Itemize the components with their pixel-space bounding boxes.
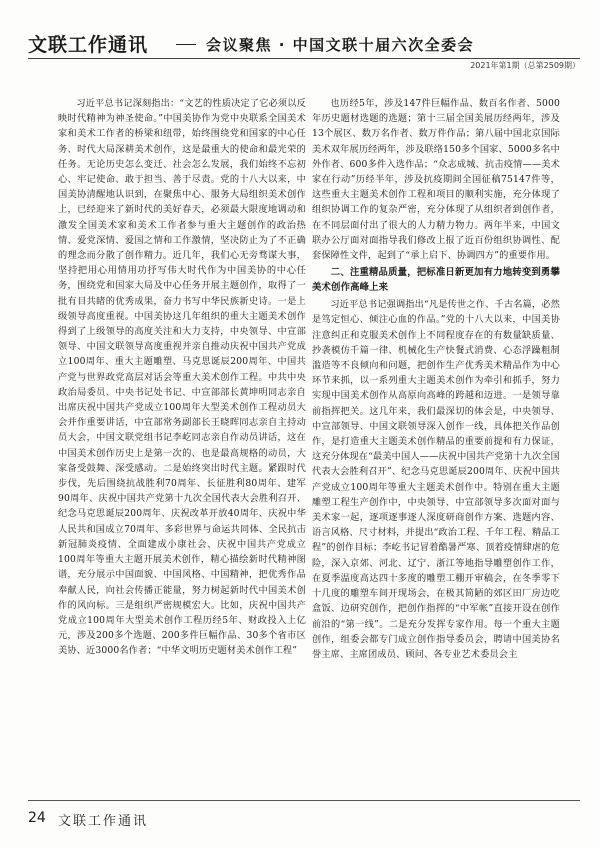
body-paragraph: 习近平总书记深刻指出：“文艺的性质决定了它必须以反映时代精神为神圣使命。”中国美协作为党中央联系全国美术家和美术工作者的桥梁和纽带，始终围绕党和国家的中心任务、时代大局深耕美术创作，这是最重大的使命和最光荣的任务。无论历史怎么变迁、社会怎么发展，我们始终不忘初心、牢记使命、敢于担当、善于尽责。党的十八大以来，中国美协清醒地认识到，在聚焦中心、服务大局组织美术创作上，已经迎来了新时代的美好春天，必须最大限度地调动和激发全国美术家和美术工作者参与重大主题创作的政治热情、爱党深情、爱国之情和工作激情，坚决防止为了不正确的理念而分散了创作精力。近几年，我们心无旁骛谋大事，坚持把用心用情用功抒写伟大时代作为中国美协的中心任务，围绕党和国家大局及中心任务开展主题创作，取得了一批有目共睹的优秀成果，奋力书写中华民族新史诗。一是上级领导高度重视。中国美协这几年组织的重大主题美术创作得到了上级领导的高度关注和大力支持，中央领导、中宣部领导、中国文联领导高度重视并亲自推动庆祝中国共产党成立100周年、重大主题雕塑、马克思诞辰200周年、中国共产党与世界政党高层对话会等重大美术创作工程。中共中央政治局委员、中央书记处书记、中宣部部长黄坤明同志亲自出席庆祝中国共产党成立100周年大型美术创作工程动员大会并作重要讲话，中宣部常务副部长王晓晖同志亲自主持动员大会，中国文联党组书记李屹同志亲自作动员讲话，这在中国美术创作历史上是第一次的、也是最高规格的动员，大家备受鼓舞、深受感动。二是始终突出时代主题。紧跟时代步伐，先后围绕抗战胜利70周年、长征胜利80周年、建军90周年、庆祝中国共产党第十九次全国代表大会胜利召开、纪念马克思诞辰200周年、庆祝改革开放40周年、庆祝中华人民共和国成立70周年、多彩世界与命运共同体、全民抗击新冠肺炎疫情、全面建成小康社会、庆祝中国共产党成立100周年等重大主题开展美术创作，精心描绘新时代精神图谱，充分展示中国面貌、中国风格、中国精神，把优秀作品奉献人民，向社会传播正能量，努力树起新时代中国美术创作的风向标。三是组织严密规模宏大。比如，庆祝中国共产党成立100周年大型美术创作工程历经5年、财政投入上亿元，涉及200多个选题、200多件巨幅作品、30多个省市区美协、近3000名作者；“中华文明历史题材美术创作工程” — [58, 98, 306, 657]
section-title: 会议聚焦 · 中国文联十届六次全委会 — [206, 36, 475, 54]
header-divider — [28, 58, 580, 59]
body-paragraph: 习近平总书记强调指出“凡是传世之作、千古名篇，必然是笃定恒心、倾注心血的作品。”党的十八大以来，中国美协注意纠正和克服美术创作上不同程度存在的有数量缺质量、抄袭模仿千篇一律、机械化生产快餐式消费、心态浮躁粗制滥造等不良倾向和问题，把创作生产优秀美术精品作为中心环节来抓，以一系列重大主题美术创作为牵引和抓手，努力实现中国美术创作从高原向高峰的跨越和迈进。一是领导靠前指挥把关。这几年来，我们最深切的体会是，中央领导、中宣部领导、中国文联领导深入创作一线，具体把关作品创作，是打造重大主题美术创作精品的重要前提和有力保证，这充分体现在“最美中国人——庆祝中国共产党第十九次全国代表大会胜利召开”、纪念马克思诞辰200周年、庆祝中国共产党成立100周年等重大主题美术创作中。特别在重大主题雕塑工程生产创作中，中央领导、中宣部领导多次面对面与美术家一起，逐项逐事逐人深度研商创作方案、选题内容、语言风格、尺寸材料，并提出“政治工程、千年工程、精品工程”的创作目标；李屹书记冒着酷暑严寒、顶着疫情肆虐的危险，深入京郊、河北、辽宁、浙江等地指导雕塑创作工作，在夏季温度高达四十多度的雕塑工棚开审稿会，在冬季零下十几度的雕塑车间开现场会，在极其简陋的郊区田厂房边吃盒饭、边研究创作，把创作指挥的“中军帐”直接开设在创作前沿的“第一线”。二是充分发挥专家作用。每一个重大主题创作，组委会都专门成立创作指导委员会，聘请中国美协名誉主席、主席团成员、顾问、各专业艺术委员会主 — [312, 299, 560, 660]
logo-text: 工作通讯 — [68, 34, 149, 56]
right-column — [312, 96, 560, 662]
footer-publication-name: 文联工作通讯 — [58, 814, 149, 829]
logo-mark: 文联 — [28, 34, 69, 56]
page-footer — [28, 800, 580, 840]
publication-logo — [28, 30, 148, 57]
issue-number: 2021年第1期（总第2509期） — [470, 61, 580, 70]
page-number: 24 — [28, 810, 46, 826]
section-heading: 二、注重精品质量，把标准日新更加有力地转变到勇攀美术创作高峰上来 — [312, 267, 560, 294]
footer-divider — [28, 800, 580, 801]
body-paragraph: 也历经5年，涉及147件巨幅作品、数百名作者、5000年历史题材选题的选题；第十三届全国美展历经两年，涉及13个展区、数万名作者、数万件作品；第八届中国北京国际美术双年展历经两年，涉及联络150多个国家、5000多名中外作者、600多件入选作品；“众志成城、抗击疫情——美术家在行动”历经半年，涉及抗疫期间全国征稿75147件等，这些重大主题美术创作工程和项目的顺利实施，充分体现了组织协调工作的复杂严密，充分体现了从组织者到创作者，在不同层面付出了很大的人力精力物力。两年半来，中国文联办公厅面对面指导我们修改上报了近百份组织协调性、配套保障性文件，起到了“承上启下、协调四方”的重要作用。 — [312, 98, 560, 262]
logo-divider — [176, 44, 196, 45]
left-column — [58, 96, 306, 659]
page-header — [28, 24, 580, 68]
